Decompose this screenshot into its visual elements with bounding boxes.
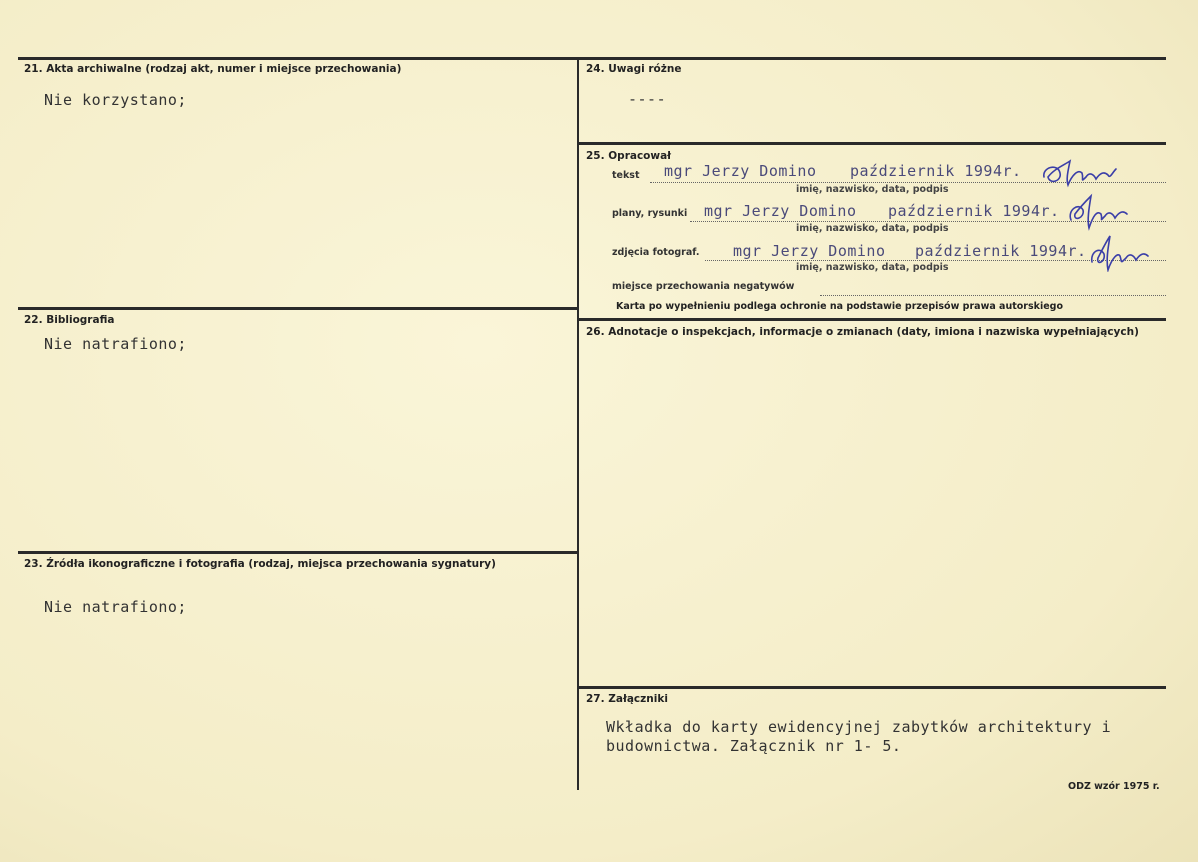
form-footer: ODZ wzór 1975 r. <box>1068 781 1160 792</box>
tekst-date: październik 1994r. <box>850 162 1022 180</box>
section-27-label: 27. Załączniki <box>586 693 668 705</box>
copyright-note: Karta po wypełnieniu podlega ochronie na podstawie przepisów prawa autorskiego <box>616 301 1063 312</box>
tekst-caption: imię, nazwisko, data, podpis <box>796 184 949 195</box>
plany-value: mgr Jerzy Domino <box>704 202 857 220</box>
section-23-label: 23. Źródła ikonograficzne i fotografia (rodzaj, miejsca przechowania sygnatury) <box>24 558 496 570</box>
section-24-label: 24. Uwagi różne <box>586 63 682 75</box>
section-21-label: 21. Akta archiwalne (rodzaj akt, numer i miejsce przechowania) <box>24 63 402 75</box>
zdjecia-value: mgr Jerzy Domino <box>733 242 886 260</box>
zdjecia-caption: imię, nazwisko, data, podpis <box>796 262 949 273</box>
section-23-value: Nie natrafiono; <box>44 598 187 616</box>
section-24-value: ---- <box>628 90 667 108</box>
section-27-rule <box>579 686 1166 689</box>
tekst-value: mgr Jerzy Domino <box>664 162 817 180</box>
section-27-line-2: budownictwa. Załącznik nr 1- 5. <box>606 737 902 755</box>
top-rule <box>18 57 1166 60</box>
negatywy-dotted-line <box>820 295 1166 296</box>
section-21-value: Nie korzystano; <box>44 91 187 109</box>
signature-1 <box>1040 155 1120 191</box>
signature-3 <box>1088 232 1158 272</box>
section-26-rule <box>579 318 1166 321</box>
plany-caption: imię, nazwisko, data, podpis <box>796 223 949 234</box>
section-26-label: 26. Adnotacje o inspekcjach, informacje o zmianach (daty, imiona i nazwiska wypełniających) <box>586 326 1139 338</box>
plany-label: plany, rysunki <box>612 208 688 219</box>
signature-2 <box>1065 192 1135 232</box>
section-22-label: 22. Bibliografia <box>24 314 115 326</box>
zdjecia-label: zdjęcia fotograf. <box>612 247 700 258</box>
section-22-value: Nie natrafiono; <box>44 335 187 353</box>
negatywy-label: miejsce przechowania negatywów <box>612 281 795 292</box>
section-22-rule <box>18 307 577 310</box>
plany-date: październik 1994r. <box>888 202 1060 220</box>
center-divider <box>577 57 579 790</box>
zdjecia-date: październik 1994r. <box>915 242 1087 260</box>
tekst-label: tekst <box>612 170 640 181</box>
section-23-rule <box>18 551 577 554</box>
section-25-label: 25. Opracował <box>586 150 672 162</box>
section-27-line-1: Wkładka do karty ewidencyjnej zabytków architektury i <box>606 718 1112 736</box>
section-25-rule <box>579 142 1166 145</box>
